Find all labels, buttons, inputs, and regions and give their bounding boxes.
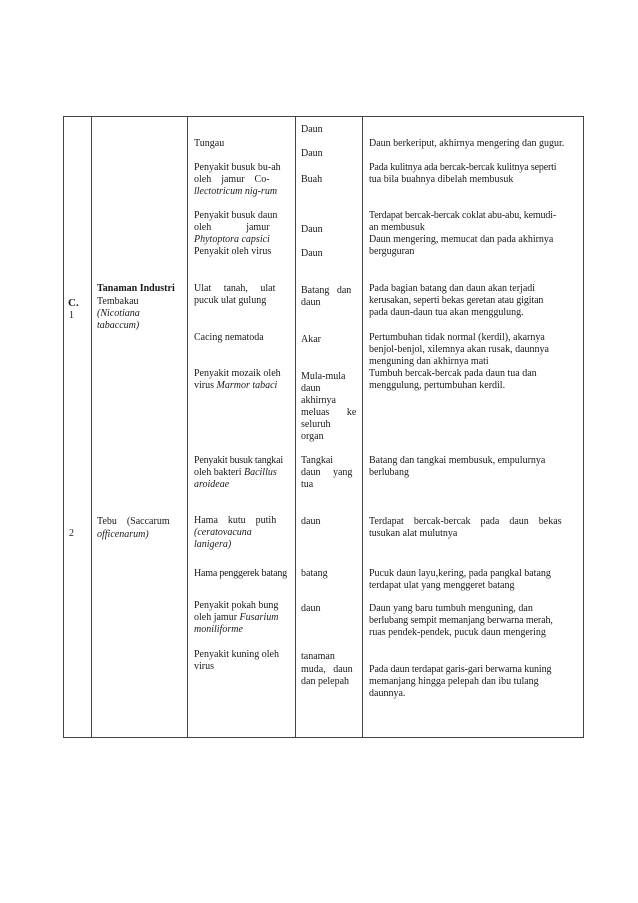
pest-name: Hama penggerek batang: [194, 568, 287, 579]
pest-name: Penyakit oleh virus: [194, 246, 272, 257]
plant-part: akhirnya: [301, 395, 336, 406]
pest-name: Cacing nematoda: [194, 332, 264, 343]
plant-part: daun yang: [301, 467, 353, 478]
pest-name: Penyakit busuk bu-ah: [194, 162, 281, 173]
plant-latin: officenarum): [97, 529, 149, 540]
symptom-text: tusukan alat mulutnya: [369, 528, 458, 539]
symptom-text: Pertumbuhan tidak normal (kerdil), akarnya: [369, 332, 545, 343]
plant-part: tua: [301, 479, 314, 490]
pest-name: Penyakit pokah bung: [194, 600, 279, 611]
plant-part: Buah: [301, 174, 323, 185]
plant-part: seluruh: [301, 419, 331, 430]
symptom-text: benjol-benjol, xilemnya akan rusak, daunnya: [369, 344, 549, 355]
symptom-text: Daun berkeriput, akhirnya mengering dan gugur.: [369, 138, 565, 149]
column-divider: [91, 116, 92, 738]
symptom-text: kerusakan, seperti bekas geretan atau gigitan: [369, 295, 544, 306]
symptom-text: daunnya.: [369, 688, 406, 699]
pest-name: oleh bakteri Bacillus: [194, 467, 277, 478]
pest-name: oleh jamur: [194, 222, 270, 233]
pest-name: Penyakit busuk daun: [194, 210, 278, 221]
symptom-text: ruas pendek-pendek, pucuk daun mengering: [369, 627, 546, 638]
group-title: Tanaman Industri: [97, 283, 175, 294]
pest-name: oleh jamur Fusarium: [194, 612, 279, 623]
pest-name: Hama kutu putih: [194, 515, 277, 526]
symptom-text: Tumbuh bercak-bercak pada daun tua dan: [369, 368, 537, 379]
column-divider: [187, 116, 188, 738]
column-divider: [295, 116, 296, 738]
row-number: 2: [69, 528, 74, 539]
plant-part: daun: [301, 516, 321, 527]
symptom-text: Terdapat bercak-bercak coklat abu-abu, kemudi-: [369, 210, 557, 221]
plant-part: batang: [301, 568, 328, 579]
pest-name: Penyakit kuning oleh: [194, 649, 279, 660]
plant-part: Tangkai: [301, 455, 334, 466]
symptom-text: Pada bagian batang dan daun akan terjadi: [369, 283, 536, 294]
pest-name: (ceratovacuna: [194, 527, 252, 538]
plant-latin: tabaccum): [97, 320, 140, 331]
symptom-text: memanjang hingga pelepah dan ibu tulang: [369, 676, 539, 687]
pest-name: virus Marmor tabaci: [194, 380, 278, 391]
pest-name: llectotricum nig-rum: [194, 186, 278, 197]
plant-part: Daun: [301, 148, 323, 159]
plant-part: Daun: [301, 248, 323, 259]
symptom-text: Terdapat bercak-bercak pada daun bekas: [369, 516, 562, 527]
symptom-text: berlubang: [369, 467, 409, 478]
symptom-text: berlubang sempit memanjang berwarna merah,: [369, 615, 553, 626]
symptom-text: Daun mengering, memucat dan pada akhirnya: [369, 234, 554, 245]
plant-part: muda, daun: [301, 664, 353, 675]
plant-part: daun: [301, 603, 321, 614]
symptom-text: pada daun-daun tua akan menggulung.: [369, 307, 524, 318]
symptom-text: Pucuk daun layu,kering, pada pangkal batang: [369, 568, 551, 579]
plant-part: Daun: [301, 124, 323, 135]
plant-part: tanaman: [301, 651, 335, 662]
symptom-text: an membusuk: [369, 222, 425, 233]
symptom-text: Batang dan tangkai membusuk, empulurnya: [369, 455, 546, 466]
plant-part: meluas ke: [301, 407, 357, 418]
symptom-text: Pada daun terdapat garis-gari berwarna kuning: [369, 664, 552, 675]
symptom-text: Pada kulitnya ada bercak-bercak kulitnya seperti: [369, 162, 557, 173]
pest-name: aroideae: [194, 479, 230, 490]
pest-name: Tungau: [194, 138, 225, 149]
pest-name: virus: [194, 661, 214, 672]
row-number: 1: [69, 310, 74, 321]
plant-part: daun: [301, 297, 321, 308]
symptom-text: menggulung, pertumbuhan kerdil.: [369, 380, 506, 391]
plant-part: Daun: [301, 224, 323, 235]
plant-part: dan pelepah: [301, 676, 350, 687]
plant-part: organ: [301, 431, 324, 442]
symptom-text: berguguran: [369, 246, 415, 257]
plant-name: Tebu (Saccarum: [97, 516, 170, 527]
plant-part: Akar: [301, 334, 321, 345]
pest-name: Phytoptora capsici: [194, 234, 270, 245]
plant-name: Tembakau: [97, 296, 139, 307]
pest-name: Penyakit mozaik oleh: [194, 368, 281, 379]
plant-part: daun: [301, 383, 321, 394]
plant-part: Batang dan: [301, 285, 352, 296]
symptom-text: menguning dan akhirnya mati: [369, 356, 489, 367]
pest-name: pucuk ulat gulung: [194, 295, 267, 306]
symptom-text: Daun yang baru tumbuh menguning, dan: [369, 603, 533, 614]
pest-name: Ulat tanah, ulat: [194, 283, 276, 294]
pest-name: moniliforme: [194, 624, 243, 635]
symptom-text: tua bila buahnya dibelah membusuk: [369, 174, 514, 185]
column-divider: [362, 116, 363, 738]
row-number: C.: [68, 297, 79, 309]
pest-name: lanigera): [194, 539, 232, 550]
symptom-text: terdapat ulat yang menggeret batang: [369, 580, 515, 591]
pest-name: oleh jamur Co-: [194, 174, 270, 185]
plant-latin: (Nicotiana: [97, 308, 140, 319]
plant-part: Mula-mula: [301, 371, 346, 382]
pest-name: Penyakit busuk tangkai: [194, 455, 283, 466]
